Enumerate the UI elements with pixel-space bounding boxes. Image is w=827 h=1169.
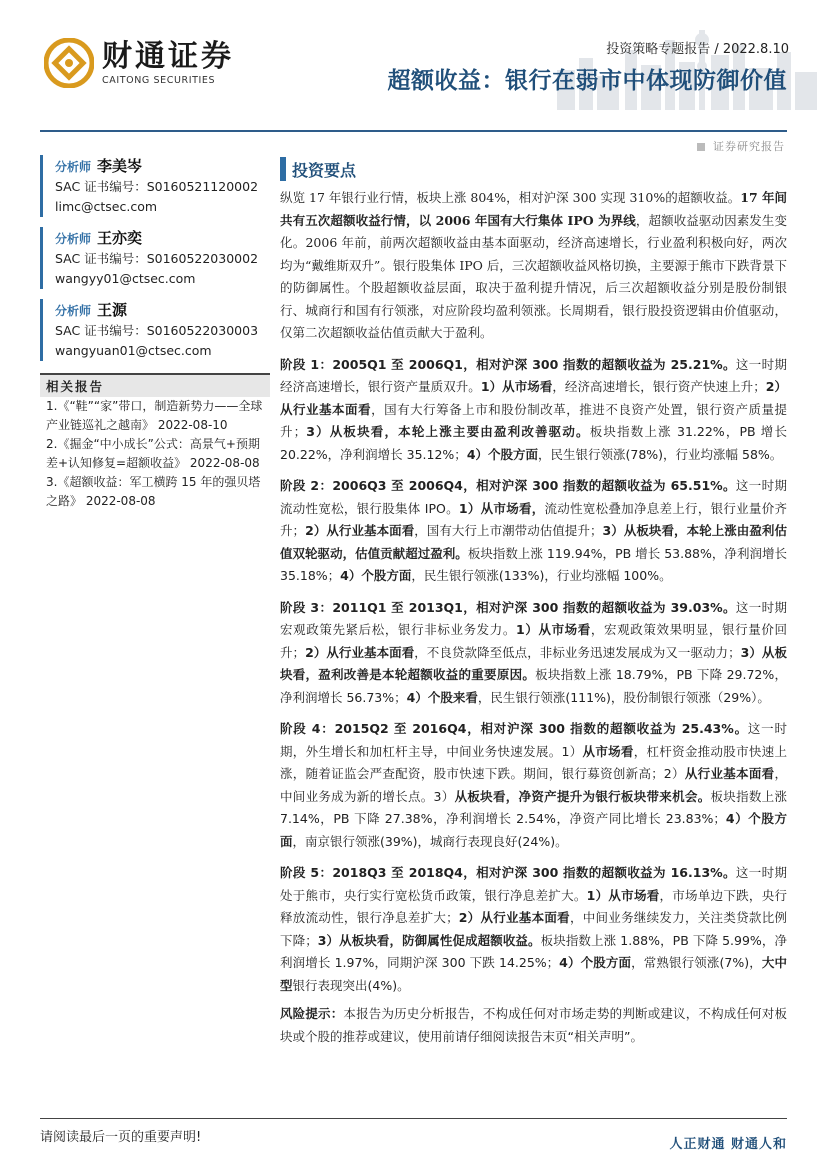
analyst-role: 分析师 [55, 232, 92, 246]
analyst-email[interactable]: wangyuan01@ctsec.com [55, 343, 212, 358]
stage-5-paragraph: 阶段 5：2018Q3 至 2018Q4，相对沪深 300 指数的超额收益为 16.13%。这一时期处于熊市，央行实行宽松货币政策，银行净息差扩大。1）从市场看，市场单边下跌，央行释放流动性，银行净息差扩大；2）从行业基本面看，中间业务继续发力，关注类贷款比例下降；3）从板块看，防御属性促成超额收益。板块指数上涨 1.88%，PB 下降 5.99%，净利润增长 1.97%，同期沪深 300 下跌 14.25%；4）个股方面，常熟银行领涨(7%)，大中型银行表现突出(4%)。 [280, 865, 788, 993]
report-type-date: 投资策略专题报告 / 2022.8.10 [606, 42, 789, 57]
section-header [280, 155, 787, 183]
stage-2-paragraph: 阶段 2：2006Q3 至 2006Q4，相对沪深 300 指数的超额收益为 65.51%。这一时期流动性宽松，银行股集体 IPO。1）从市场看，流动性宽松叠加净息差上行，银行业量价齐升；2）从行业基本面看，国有大行上市潮带动估值提升；3）从板块看，本轮上涨由盈利估值双轮驱动，估值贡献超过盈利。板块指数上涨 119.94%，PB 增长 53.88%，净利润增长 35.18%；4）个股方面，民生银行领涨(133%)，行业均涨幅 100%。 [280, 478, 787, 583]
related-report-link[interactable]: 1.《“鞋”“家”带口，制造新势力——全球产业链巡礼之越南》 2022-08-10 [46, 399, 263, 432]
section-title: 投资要点 [292, 160, 357, 180]
analyst-role: 分析师 [55, 304, 92, 318]
analyst-sac: SAC 证书编号：S0160522030003 [55, 323, 259, 338]
header-divider [40, 130, 787, 132]
risk-warning-paragraph: 风险提示：本报告为历史分析报告，不构成任何对市场走势的判断或建议，不构成任何对板块或个股的推荐或建议，使用前请仔细阅读报告末页“相关声明”。 [280, 1006, 787, 1044]
main-content [280, 155, 787, 1048]
analyst-sac: SAC 证书编号：S0160522030002 [55, 251, 259, 266]
sidebar [40, 155, 270, 510]
footer-divider [40, 1118, 787, 1119]
analyst-role: 分析师 [55, 160, 92, 174]
related-reports [40, 373, 270, 510]
summary-paragraph: 纵览 17 年银行业行情，板块上涨 804%，相对沪深 300 实现 310%的超额收益。17 年间共有五次超额收益行情，以 2006 年国有大行集体 IPO 为界线，超额收益驱动因素发生变化。2006 年前，前两次超额收益由基本面驱动，经济高速增长，行业盈利积极向好，两次均为“戴维斯双升”。银行股集体 IPO 后，三次超额收益风格切换，主要源于熊市下跌背景下的防御属性。个股超额收益层面，取决于盈利提升情况，后三次超额收益分别是股份制银行、城商行和国有行领涨，对应阶段均盈利领涨。长周期看，银行股投资逻辑由价值驱动，仅第二次超额收益估值贡献大于盈利。 [280, 190, 788, 340]
city-skyline-illustration [547, 10, 827, 110]
research-label-text: 证券研究报告 [713, 140, 785, 153]
stage-4-paragraph: 阶段 4：2015Q2 至 2016Q4，相对沪深 300 指数的超额收益为 25.43%。这一时期，外生增长和加杠杆主导，中间业务快速发展。1）从市场看，杠杆资金推动股市快速上涨，随着证监会严查配资，股市快速下跌。期间，银行募资创新高；2）从行业基本面看，中间业务成为新的增长点。3）从板块看，净资产提升为银行板块带来机会。板块指数上涨 7.14%，PB 下降 27.38%，净利润增长 2.54%，净资产同比增长 23.83%；4）个股方面，南京银行领涨(39%)，城商行表现良好(24%)。 [280, 721, 787, 849]
analyst-email[interactable]: wangyy01@ctsec.com [55, 271, 196, 286]
related-reports-title: 相关报告 [40, 375, 270, 397]
related-report-link[interactable]: 2.《掘金“中小成长”公式：高景气+预期差+认知修复=超额收益》 2022-08-08 [46, 437, 260, 470]
logo-english-name: CAITONG SECURITIES [102, 74, 216, 86]
research-report-label [697, 138, 785, 154]
logo-chinese-name: 财通证券 [102, 38, 234, 74]
analyst-name: 王源 [97, 301, 128, 319]
analyst-email[interactable]: limc@ctsec.com [55, 199, 158, 214]
caitong-logo-icon [44, 38, 94, 88]
analyst-name: 王亦奕 [97, 229, 143, 247]
footer-slogan: 人正财通 财通人和 [669, 1137, 787, 1152]
report-title: 超额收益：银行在弱市中体现防御价值 [387, 68, 787, 94]
analyst-card [40, 155, 270, 217]
stage-3-paragraph: 阶段 3：2011Q1 至 2013Q1，相对沪深 300 指数的超额收益为 39.03%。这一时期宏观政策先紧后松，银行非标业务发力。1）从市场看，宏观政策效果明显，银行量价回升；2）从行业基本面看，不良贷款降至低点，非标业务迅速发展成为又一驱动力；3）从板块看，盈利改善是本轮超额收益的重要原因。板块指数上涨 18.79%，PB 下降 29.72%，净利润增长 56.73%；4）个股来看，民生银行领涨(111%)，股份制银行领涨（29%）。 [280, 599, 787, 705]
related-report-link[interactable]: 3.《超额收益：军工横跨 15 年的强贝塔之路》 2022-08-08 [46, 475, 261, 508]
analyst-card [40, 299, 270, 361]
footer-disclaimer-notice: 请阅读最后一页的重要声明! [40, 1130, 202, 1145]
square-bullet-icon [697, 143, 705, 151]
analyst-sac: SAC 证书编号：S0160521120002 [55, 179, 259, 194]
analyst-name: 李美岑 [97, 157, 143, 175]
section-bar-decoration [280, 157, 286, 181]
analyst-card [40, 227, 270, 289]
stage-1-paragraph: 阶段 1：2005Q1 至 2006Q1，相对沪深 300 指数的超额收益为 25.21%。这一时期经济高速增长，银行资产量质双升。1）从市场看，经济高速增长，银行资产快速上升；2）从行业基本面看，国有大行筹备上市和股份制改革，推进不良资产处置，银行资产质量提升；3）从板块看，本轮上涨主要由盈利改善驱动。板块指数上涨 31.22%，PB 增长 20.22%，净利润增长 35.12%；4）个股方面，民生银行领涨(78%)，行业均涨幅 58%。 [280, 356, 787, 462]
company-logo [44, 38, 234, 88]
